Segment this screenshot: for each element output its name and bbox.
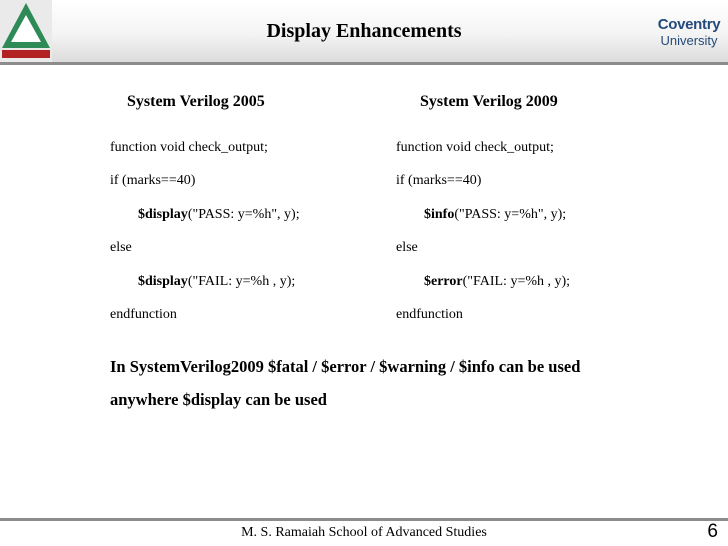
code-line: endfunction <box>110 307 177 322</box>
column-heading-2005: System Verilog 2005 <box>127 93 265 110</box>
header-rule <box>0 62 728 65</box>
code-line: endfunction <box>396 307 463 322</box>
column-heading-2009: System Verilog 2009 <box>420 93 558 110</box>
code-line: $display("FAIL: y=%h , y); <box>138 274 296 289</box>
code-line: else <box>110 240 132 255</box>
coventry-university-logo <box>656 8 722 54</box>
footer-institution: M. S. Ramaiah School of Advanced Studies <box>241 525 487 540</box>
code-line: function void check_output; <box>110 140 268 155</box>
code-line: $display("PASS: y=%h", y); <box>138 207 300 222</box>
summary-note-line: anywhere $display can be used <box>110 390 327 409</box>
summary-note <box>110 350 670 416</box>
page-title: Display Enhancements <box>266 20 462 42</box>
footer-rule <box>0 518 728 521</box>
logo-line-coventry: Coventry <box>657 16 721 33</box>
code-line: else <box>396 240 418 255</box>
logo-line-university: University <box>660 33 718 48</box>
code-line: if (marks==40) <box>110 173 196 188</box>
code-line: $info("PASS: y=%h", y); <box>424 207 567 222</box>
code-line: if (marks==40) <box>396 173 482 188</box>
code-line: function void check_output; <box>396 140 554 155</box>
summary-note-line: In SystemVerilog2009 $fatal / $error / $warning / $info can be used <box>110 357 581 376</box>
code-line: $error("FAIL: y=%h , y); <box>424 274 571 289</box>
page-number: 6 <box>707 521 718 542</box>
